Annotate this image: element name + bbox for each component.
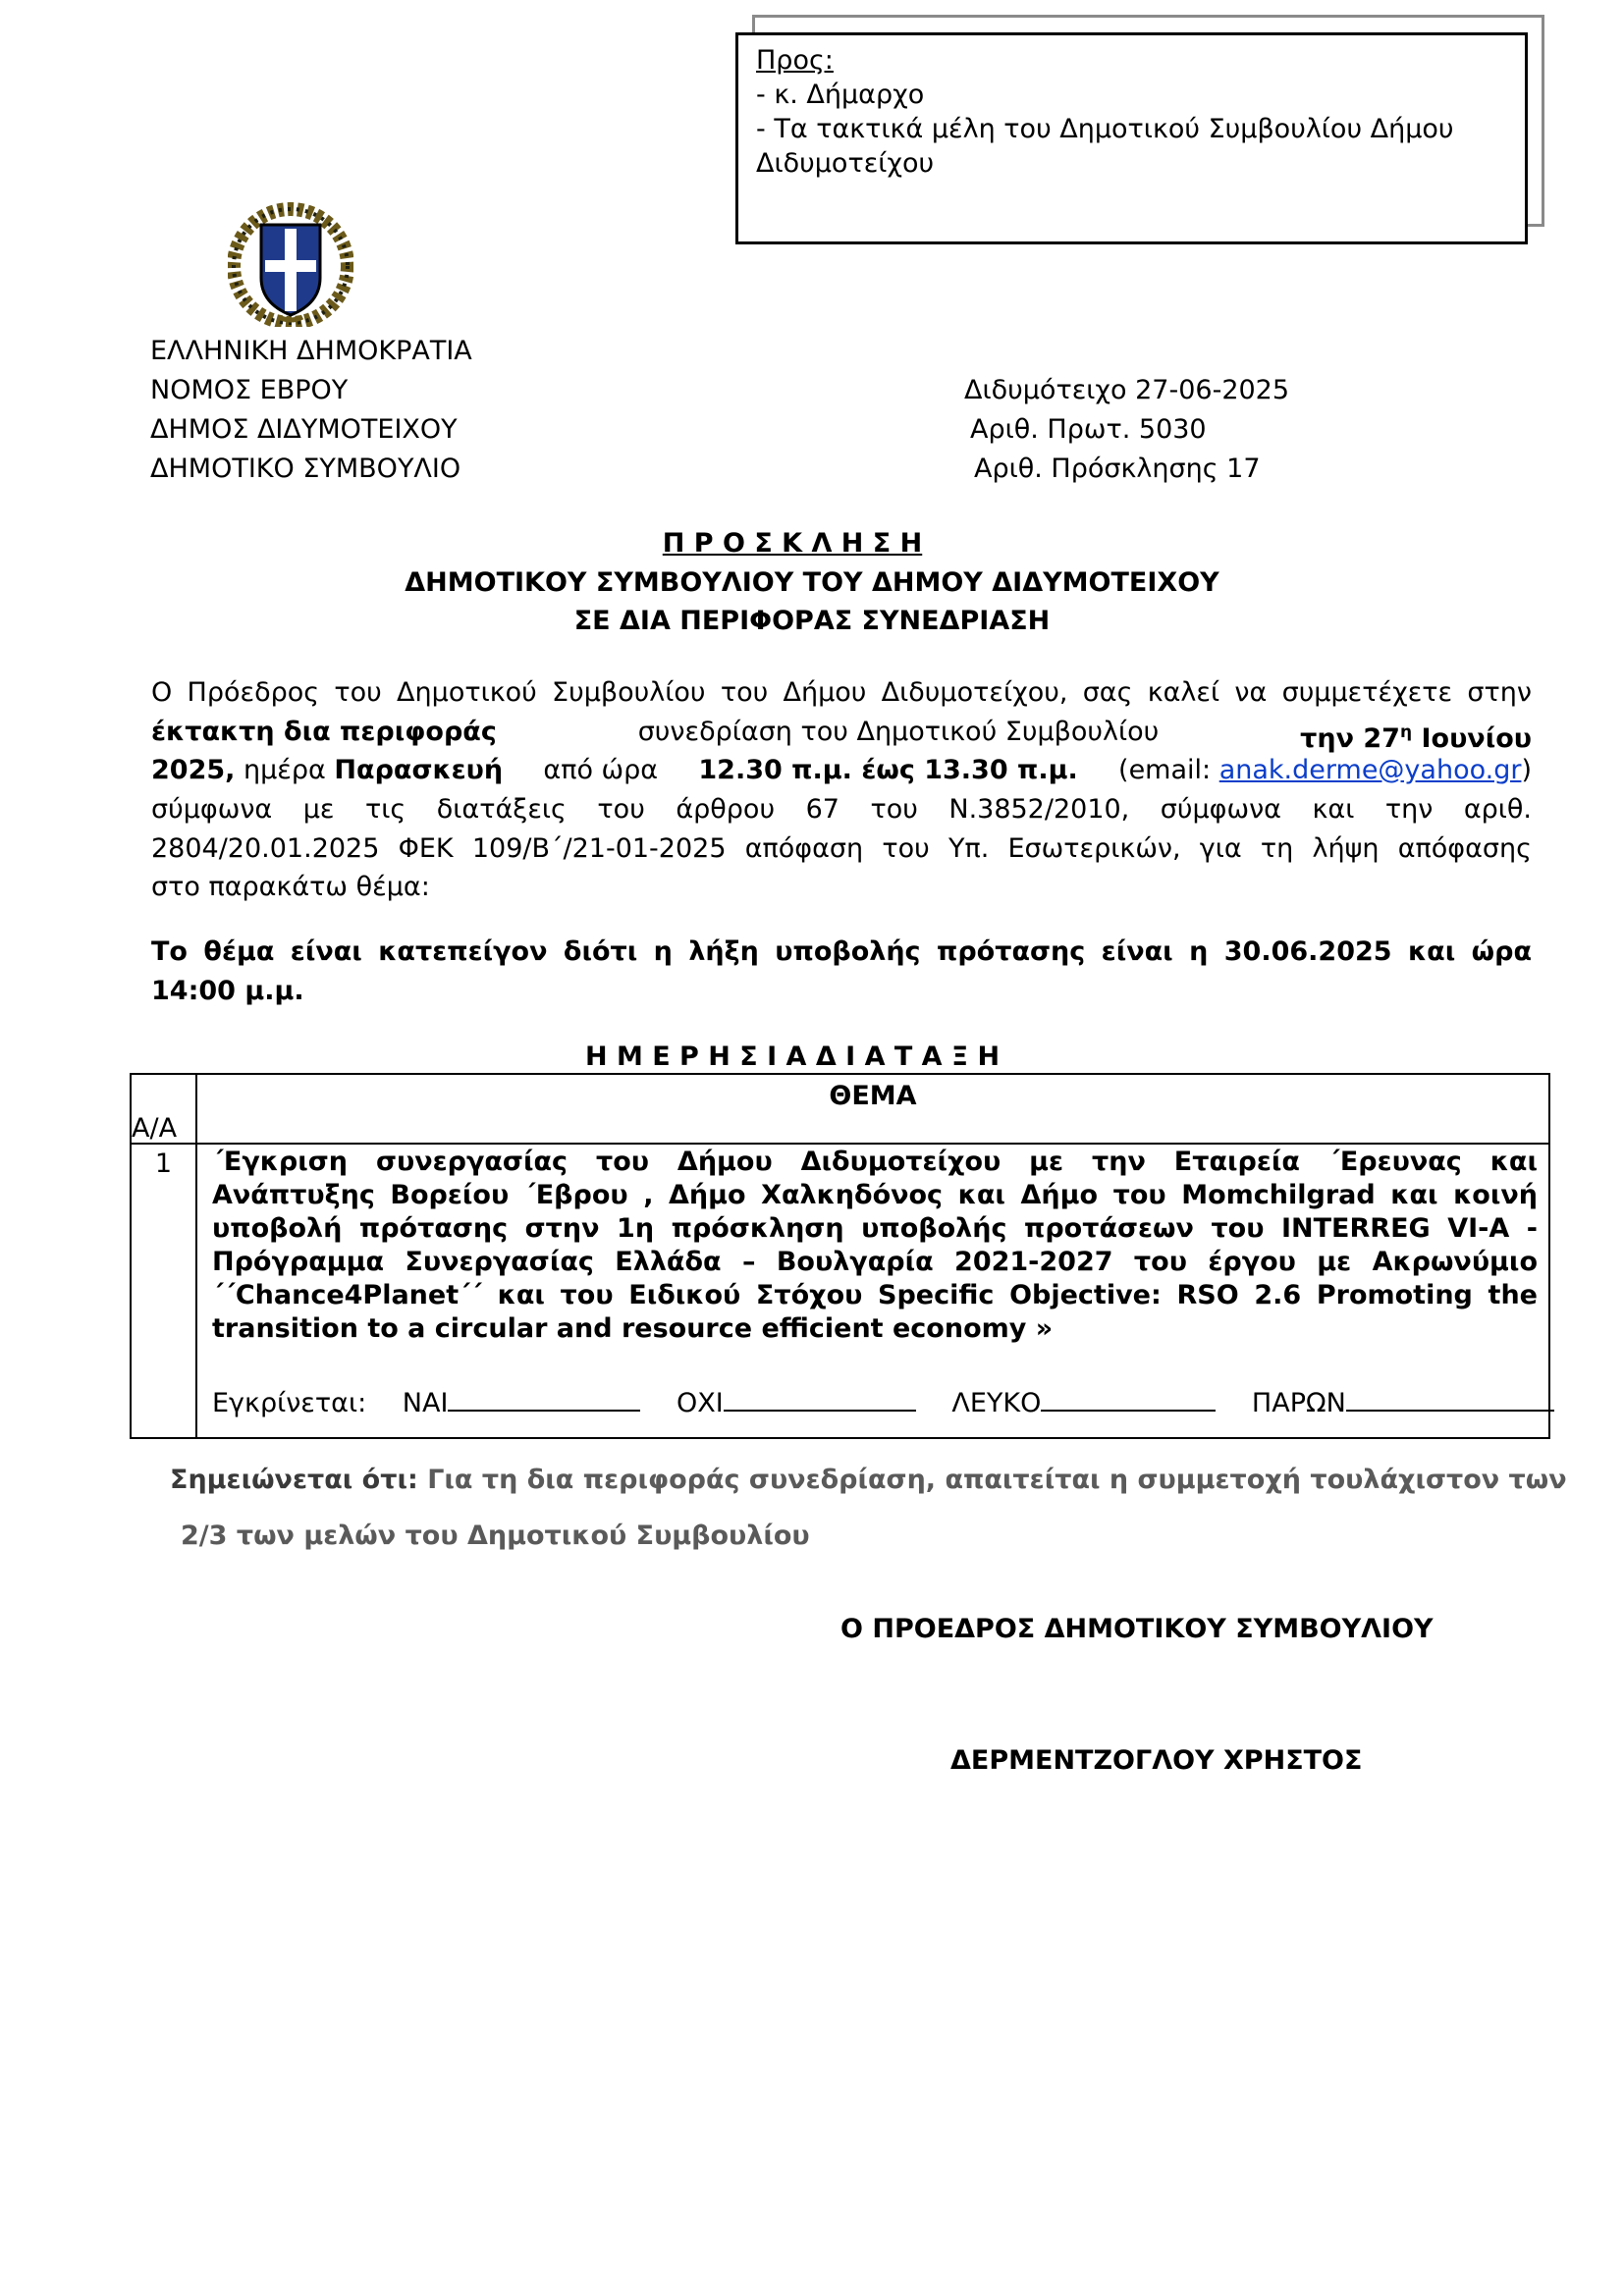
header-republic: ΕΛΛΗΝΙΚΗ ΔΗΜΟΚΡΑΤΙΑ (150, 336, 472, 366)
hellenic-emblem-icon (228, 201, 353, 327)
quorum-note-line-1 (170, 1461, 1567, 1500)
session-date-month: Ιουνίου (1421, 723, 1532, 754)
agenda-table (130, 1073, 1550, 1439)
session-date-day: την 27 (1300, 723, 1400, 754)
ordinal-sup: η (1399, 722, 1413, 742)
approval-row (212, 1382, 1554, 1420)
body-line-1: Ο Πρόεδρος του Δημοτικού Συμβουλίου του Δήμου Διδυμοτείχου, σας καλεί να συμμετέχετε στην (151, 677, 1532, 708)
protocol-number: Αριθ. Πρωτ. 5030 (970, 414, 1207, 445)
document-date: Διδυμότειχο 27-06-2025 (964, 375, 1290, 405)
email-label: (email: (1118, 755, 1212, 785)
urgency-line-2: 14:00 μ.μ. (151, 976, 304, 1006)
topic-line-2: Ανάπτυξης Βορείου ΄Εβρου , Δήμο Χαλκηδόνος και Δήμο του Momchilgrad και κοινή (212, 1180, 1538, 1210)
header-council: ΔΗΜΟΤΙΚΟ ΣΥΜΒΟΥΛΙΟ (150, 454, 461, 484)
invitation-number: Αριθ. Πρόσκλησης 17 (974, 454, 1261, 484)
session-council: συνεδρίαση του Δημοτικού Συμβουλίου (637, 717, 1160, 747)
weekday: Παρασκευή (334, 755, 504, 785)
approval-label: Εγκρίνεται: (212, 1388, 367, 1418)
body-line-3 (151, 751, 1532, 790)
agenda-topic (212, 1146, 1538, 1346)
blank-blank-line (1041, 1382, 1216, 1412)
session-type: έκτακτη δια περιφοράς (151, 717, 497, 747)
agenda-title: Η Μ Ε Ρ Η Σ Ι Α Δ Ι Α Τ Α Ξ Η (584, 1041, 1001, 1072)
topic-line-1: ΄Εγκριση συνεργασίας του Δήμου Διδυμοτείχου με την Εταιρεία ΄Ερευνας και (212, 1147, 1538, 1177)
recipient-heading: Προς: (756, 45, 834, 76)
urgency-line-1: Το θέμα είναι κατεπείγον διότι η λήξη υποβολής πρότασης είναι η 30.06.2025 και ώρα (151, 936, 1532, 967)
header-prefecture: ΝΟΜΟΣ ΕΒΡΟΥ (150, 375, 349, 405)
option-no: ΟΧΙ (677, 1388, 724, 1418)
option-yes: ΝΑΙ (402, 1388, 449, 1418)
time-from-label: από ώρα (543, 755, 659, 785)
row-number: 1 (154, 1148, 173, 1179)
title-session: ΣΕ ΔΙΑ ΠΕΡΙΦΟΡΑΣ ΣΥΝΕΔΡΙΑΣΗ (573, 606, 1051, 636)
topic-line-6: transition to a circular and resource efficient economy » (212, 1313, 1054, 1344)
column-header-topic: ΘΕΜΑ (829, 1081, 917, 1111)
note-label: Σημειώνεται ότι: (170, 1465, 418, 1495)
title-council: ΔΗΜΟΤΙΚΟΥ ΣΥΜΒΟΥΛΙΟΥ ΤΟΥ ΔΗΜΟΥ ΔΙΔΥΜΟΤΕΙΧΟΥ (405, 567, 1219, 598)
email-link[interactable]: anak.derme@yahoo.gr (1218, 755, 1522, 785)
recipient-line-mayor: - κ. Δήμαρχο (756, 80, 925, 110)
weekday-label: ημέρα (244, 755, 326, 785)
email-close: ) (1521, 755, 1532, 785)
body-line-4: σύμφωνα με τις διατάξεις του άρθρου 67 του Ν.3852/2010, σύμφωνα και την αριθ. (151, 794, 1532, 825)
no-blank-line (724, 1382, 916, 1412)
topic-line-3: υποβολή πρότασης στην 1η πρόσκληση υποβολής προτάσεων του INTERREG VI-A - (212, 1213, 1538, 1244)
topic-line-5: ΄΄Chance4Planet΄΄ και του Ειδικού Στόχου Specific Objective: RSO 2.6 Promoting the (212, 1280, 1538, 1310)
quorum-note-line-2: 2/3 των μελών του Δημοτικού Συμβουλίου (181, 1521, 810, 1551)
option-blank: ΛΕΥΚΟ (951, 1388, 1042, 1418)
note-text-1: Για τη δια περιφοράς συνεδρίαση, απαιτείται η συμμετοχή τουλάχιστον των (427, 1465, 1567, 1495)
option-present: ΠΑΡΩΝ (1251, 1388, 1346, 1418)
column-header-number: Α/Α (132, 1113, 178, 1144)
present-blank-line (1346, 1382, 1554, 1412)
session-year: 2025, (151, 755, 236, 785)
yes-blank-line (448, 1382, 640, 1412)
document-title: Π Ρ Ο Σ Κ Λ Η Σ Η (662, 528, 923, 559)
body-line-6: στο παρακάτω θέμα: (151, 872, 430, 902)
header-municipality: ΔΗΜΟΣ ΔΙΔΥΜΟΤΕΙΧΟΥ (150, 414, 458, 445)
recipient-line-members: - Τα τακτικά μέλη του Δημοτικού Συμβουλίου Δήμου Διδυμοτείχου (756, 114, 1454, 179)
session-time: 12.30 π.μ. έως 13.30 π.μ. (698, 755, 1078, 785)
body-line-5: 2804/20.01.2025 ΦΕΚ 109/Β΄/21-01-2025 απόφαση του Υπ. Εσωτερικών, για τη λήψη απόφασης (151, 833, 1532, 864)
signature-name: ΔΕΡΜΕΝΤΖΟΓΛΟΥ ΧΡΗΣΤΟΣ (950, 1745, 1363, 1776)
signature-role: Ο ΠΡΟΕΔΡΟΣ ΔΗΜΟΤΙΚΟΥ ΣΥΜΒΟΥΛΙΟΥ (840, 1614, 1434, 1644)
recipient-text (756, 43, 1502, 181)
topic-line-4: Πρόγραμμα Συνεργασίας Ελλάδα – Βουλγαρία 2021-2027 του έργου με Ακρωνύμιο (212, 1247, 1538, 1277)
